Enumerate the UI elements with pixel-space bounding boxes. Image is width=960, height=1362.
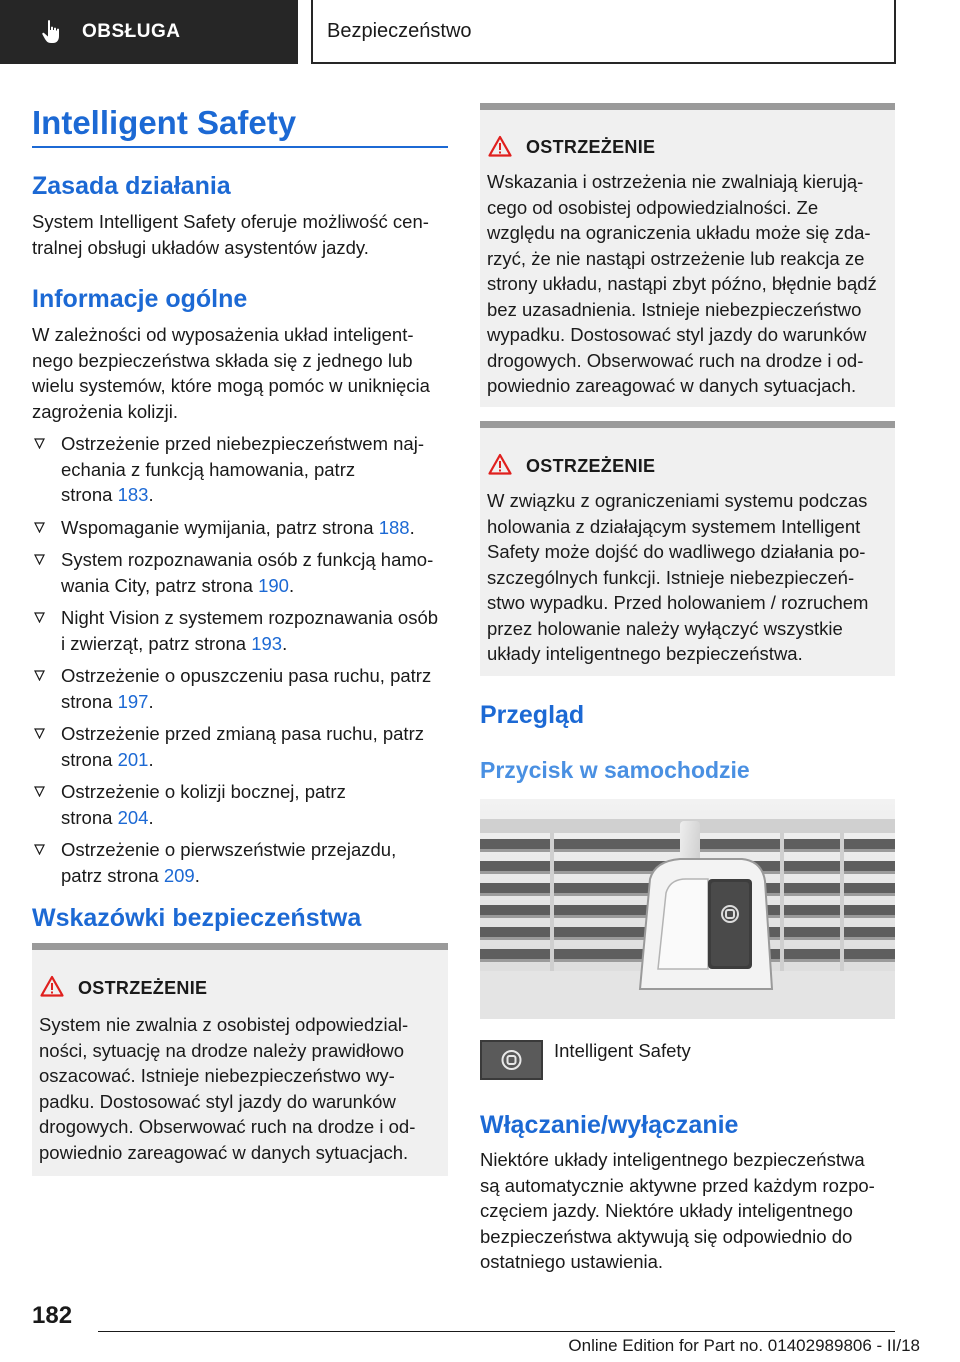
list-item-period: . [148,690,154,712]
list-item-period: . [148,484,154,505]
list-item-period: . [409,516,415,538]
list-item-period: . [288,574,295,596]
pointing-hand-icon [40,19,64,45]
warning-title-2: OSTRZEŻENIE [526,137,656,157]
header-tab [0,0,298,64]
page-reference-link[interactable]: 201 [117,748,149,770]
list-item [32,547,452,598]
safety-heading: Wskazówki bezpieczeństwa [32,904,362,932]
page-reference-link[interactable]: 183 [117,484,149,505]
title-rule [32,146,448,148]
list-item-text: Ostrzeżenie o pierwszeństwie przejazdu, patrz strona [61,839,397,886]
triangle-bullet-icon [34,670,45,681]
warning-box-2 [480,103,895,407]
header-section-label: Bezpieczeństwo [327,19,472,42]
warning-triangle-icon [40,975,64,997]
button-heading: Przycisk w samochodzie [480,757,750,783]
page-title: Intelligent Safety [32,104,297,141]
footer-rule [98,1331,895,1332]
intelligent-safety-symbol [482,1042,541,1078]
list-item [32,779,452,830]
list-item-period: . [194,864,200,886]
list-item [32,605,452,656]
list-item-period: . [148,748,154,770]
list-item [32,431,452,508]
onoff-text: Niektóre układy inteligentnego bezpieczeństwa są automatycznie aktywne przed każdym rozpo- częciem jazdy. Niektóre układy inteligentnego bezpieczeństwa aktywują się odpowiednio do ostatniego ustawienia. [480,1149,875,1272]
list-item [32,837,452,888]
triangle-bullet-icon [34,844,45,855]
list-item-period: . [148,806,154,828]
list-item-text: Ostrzeżenie o opuszczeniu pasa ruchu, patrz strona [61,665,432,712]
page-reference-link[interactable]: 188 [378,516,410,538]
triangle-bullet-icon [34,728,45,739]
triangle-bullet-icon [34,522,45,533]
triangle-bullet-icon [34,438,45,449]
header-tab-label: OBSŁUGA [82,21,181,42]
systems-list [32,431,452,895]
triangle-bullet-icon [34,612,45,623]
general-heading: Informacje ogólne [32,285,248,313]
header-section [311,0,896,64]
page-reference-link[interactable]: 204 [117,806,149,828]
button-panel-photo [480,799,895,1019]
page-reference-link[interactable]: 209 [163,864,195,886]
footer-edition: Online Edition for Part no. 01402989806 - II/18 [568,1336,920,1355]
intelligent-safety-icon [480,1040,543,1080]
general-text: W zależności od wyposażenia układ inteligent- nego bezpieczeństwa składa się z jednego lub wielu systemów, które mogą pomóc w uniknięcia zagrożenia kolizji. [32,324,430,422]
warning-triangle-icon [488,453,512,475]
principle-text: System Intelligent Safety oferuje możliwość cen- tralnej obsługi układów asystentów jazdy. [32,211,429,258]
warning-box-3 [480,421,895,676]
page-reference-link[interactable]: 190 [258,574,289,596]
warning-triangle-icon [488,135,512,157]
button-label: Intelligent Safety [554,1040,691,1061]
warning-box-1 [32,943,448,1176]
list-item-text: Wspomaganie wymijania, patrz strona [61,516,379,538]
list-item-text: Ostrzeżenie przed zmianą pasa ruchu, patrz strona [61,723,424,770]
list-item-period: . [282,632,288,654]
onoff-heading: Włączanie/wyłączanie [480,1111,739,1139]
warning-title-1: OSTRZEŻENIE [78,978,208,998]
list-item-text: Ostrzeżenie o kolizji bocznej, patrz strona [61,781,346,828]
warning-text-2: Wskazania i ostrzeżenia nie zwalniają kierują- cego od osobistej odpowiedzialności. Ze względu na ograniczenia układu może się zda- rzyć, że nie nastąpi ostrzeżenie lub reakcja ze strony układu, nastąpi zbyt późno, błędnie bądź bez uzasadnienia. Istnieje niebezpieczeństwo wypadku. Dostosować styl jazdy do warunków drogowych. Obserwować ruch na drodze i od- powiednio zareagować w danych sytuacjach. [487,171,877,396]
page-number: 182 [32,1302,73,1329]
warning-text-3: W związku z ograniczeniami systemu podczas holowania z działającym systemem Intelligent Safety może dojść do wadliwego działania po- szczególnych funkcji. Istnieje niebezpieczeń- stwo wypadku. Przed holowaniem / rozruchem przez holowanie należy wyłączyć wszystkie układy inteligentnego bezpieczeństwa. [487,490,869,664]
triangle-bullet-icon [34,786,45,797]
warning-text-1: System nie zwalnia z osobistej odpowiedzial- ności, sytuację na drodze należy prawidłowo oszacować. Istnieje niebezpieczeństwo wy- padku. Dostosować styl jazdy do warunków drogowych. Obserwować ruch na drodze i od- powiednio zareagować w danych sytuacjach. [39,1014,416,1163]
list-item [32,515,452,541]
page-reference-link[interactable]: 193 [251,632,283,654]
overview-heading: Przegląd [480,701,585,729]
list-item [32,663,452,714]
list-item [32,721,452,772]
principle-heading: Zasada działania [32,172,231,200]
page-reference-link[interactable]: 197 [117,690,149,712]
list-item-text: Ostrzeżenie przed niebezpieczeństwem naj- echania z funkcją hamowania, patrz strona [61,433,424,505]
list-item-text: System rozpoznawania osób z funkcją hamo- wania City, patrz strona [61,549,434,596]
button-panel-illustration [480,799,895,1019]
triangle-bullet-icon [34,554,45,565]
warning-title-3: OSTRZEŻENIE [526,456,656,476]
list-item-text: Night Vision z systemem rozpoznawania osób i zwierząt, patrz strona [61,607,439,654]
